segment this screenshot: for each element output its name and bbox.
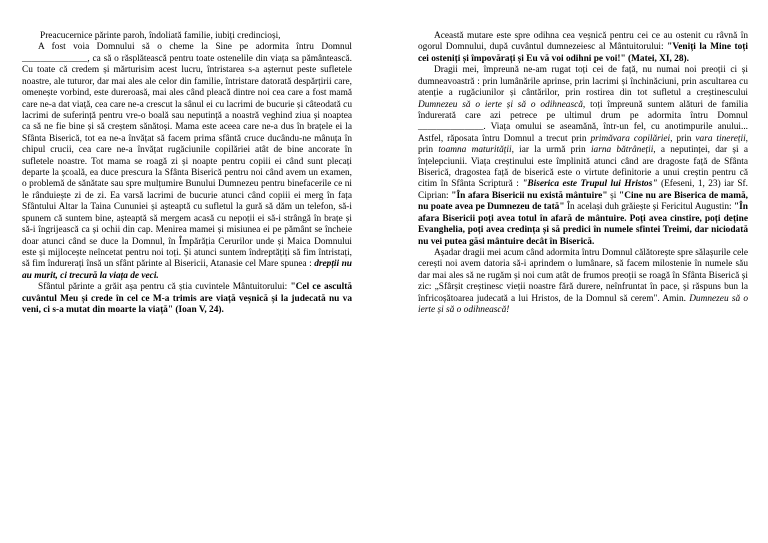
conclusion-text: Așadar dragii mei acum când adormita întru Domnul călătorește spre sălașurile cele cerești noi avem datoria să-i aprindem o lumânare, să facem milostenie în numele său dar mai ales să ne rugăm și noi cum atât de frumos preoții se roagă în Sfânta Biserică și zic: „Sfârșit creștinesc vieții noastre fără durere, neînfruntat în pace, și răspuns bun la înfricoșătoarea judecată a lui Hristos, de la Domnul să cerem". Amin.: [418, 248, 748, 304]
church-italic-prayer: Dumnezeu să o ierte și să o odihnească,: [418, 99, 586, 110]
paragraph-saviour-words: [22, 282, 352, 316]
church-text-a: Dragii mei, împreună ne-am rugat toți cei de față, nu numai noi preoții ci și dumneavoastră : prin lumânările aprinse, prin lacrimi și închinăciuni, prin ascultarea cu atenție a rugăciunilor și cântărilor, prin rostirea din tot sufletul a creștinescului: [418, 65, 748, 99]
salutation-text: Preacucernice părinte paroh, îndoliată familie, iubiți credincioși,: [40, 31, 281, 41]
church-text-g: (Efeseni, 1, 23) iar Sf. Ciprian:: [418, 179, 749, 201]
paragraph-conclusion: [418, 248, 748, 317]
paragraph-saviour-text: Sfântul părinte a grăit așa pentru că știa cuvintele Mântuitorului:: [38, 282, 288, 293]
season-summer: vara tinereții: [695, 133, 746, 144]
church-text-f: , a neputinței, dar și a înțelepciunii. Viața creștinului este împlinită atunci când are dragoste față de Sfânta Biserică, dragostea față de biserică este o virtute definitorie a unui creștin pentru că citim în Sfânta Scriptură :: [418, 145, 748, 190]
athanasius-quote: drepții nu au murit, ci trecură la viața de veci.: [22, 259, 352, 281]
church-text-b: toți împreună suntem alături de familia îndurerată care azi petrece pe ultimul drum pe adormita întru Domnul ______________. Viața omului se aseamănă, într-un fel, cu anotimpurile anului... Astfel, răposata întru Domnul a trecut prin: [418, 99, 748, 144]
paragraph-rest: [418, 31, 748, 65]
church-text-i: În același duh grăiește și Fericitul Augustin:: [566, 202, 732, 213]
church-text-e: , iar la urmă prin: [511, 145, 586, 156]
final-prayer: Dumnezeu să o ierte și să o odihnească!: [418, 293, 748, 316]
left-column: [22, 31, 352, 317]
season-autumn: toamna maturității: [438, 145, 512, 156]
season-spring: primăvara copilăriei: [590, 133, 671, 144]
right-column: [418, 31, 748, 317]
church-text-d: , prin: [418, 133, 749, 156]
season-winter: iarna bătrâneții: [590, 145, 654, 156]
ephesians-quote: "Biserica este Trupul lui Hristos": [522, 179, 658, 190]
paragraph-mother: [22, 42, 352, 282]
cyprian-quote-2: "Cine nu are Biserica de mamă, nu poate avea pe Dumnezeu de tată": [418, 190, 749, 213]
salutation: [22, 31, 352, 42]
paragraph-church: [418, 65, 748, 248]
augustine-quote: "În afara Bisericii poți avea totul în afară de mântuire. Poți avea cinstire, poți deține Evanghelia, poți avea credința și să predici în numele sfintei Treimi, dar niciodată nu vei putea găsi mântuire decât în Biserică.: [418, 202, 749, 247]
matthew-quote: "Veniți la Mine toți cei osteniți și împovărați și Eu vă voi odihni pe voi!" (Matei, XI, 28).: [418, 42, 748, 64]
church-text-c: , prin: [670, 133, 692, 144]
church-text-h: și: [610, 190, 617, 201]
paragraph-mother-text: A fost voia Domnului să o cheme la Sine pe adormita întru Domnul ______________, ca să o răsplătească pentru toate ostenelile din viața sa pământească. Cu toate că credem și mărturisim acest lucru, întristarea s-a așternut peste sufletele noastre, ale tuturor, dar mai ales ale celor din familie, întristare datorată despărțirii care, omenește vorbind, este dureroasă, mai ales când pleacă dintre noi cea care a fost mamă care ne-a dat viață, cea care ne-a crescut la sânul ei cu lacrimi de bucurie și câteodată cu lacrimi de suferință pentru vre-o boală sau neputință a noastră veghind ziua și noaptea ca să ne fie bine și să creștem sănătoși. Mama este aceea care ne-a dus în brațele ei la Sfânta Biserică, tot ea ne-a învățat să facem prima sfântă cruce ducându-ne mânuța în chipul crucii, cea care ne-a învățat rugăciunile copilăriei atât de bine ancorate în sufletele noastre. Tot mama se roagă zi și noapte pentru copiii ei când sunt plecați departe la școală, ea duce prescura la Sfânta Biserică pentru noi când avem un examen, o problemă de sănătate sau spre mulțumire Bunului Dumnezeu pentru binefacerile ce ni le rânduiește zi de zi. Ea varsă lacrimi de bucurie atunci când copiii ei merg în fața Sfântului Altar la Taina Cununiei și așteaptă cu sufletul la gură să dăm un telefon, să-i spunem că suntem bine, așteaptă să mergem acasă cu nepoții ei să-i strângă în brațe și să-i îngrijească ca și ochii din cap. Menirea mamei și misiunea ei pe pământ se încheie doar atunci când se duce la Domnul, în Împărăția Cerurilor unde și Maica Domnului este și mijlocește neîncetat pentru noi toți. Și atunci suntem îndreptățiți să fim întristați, să fim îndurerați însă un sfânt părinte al Bisericii, Atanasie cel Mare spunea :: [22, 42, 352, 270]
john-quote: "Cel ce ascultă cuvântul Meu și crede în cel ce M-a trimis are viață veșnică și la judecată nu va veni, ci s-a mutat din moarte la viață" (Ioan V, 24).: [22, 282, 352, 316]
cyprian-quote-1: "În afara Bisericii nu există mântuire": [451, 190, 608, 201]
paragraph-rest-text: Această mutare este spre odihna cea veșnică pentru cei ce au ostenit cu râvnă în ogorul Domnului, după cuvântul dumnezeiesc al Mântuitorului:: [418, 31, 748, 53]
